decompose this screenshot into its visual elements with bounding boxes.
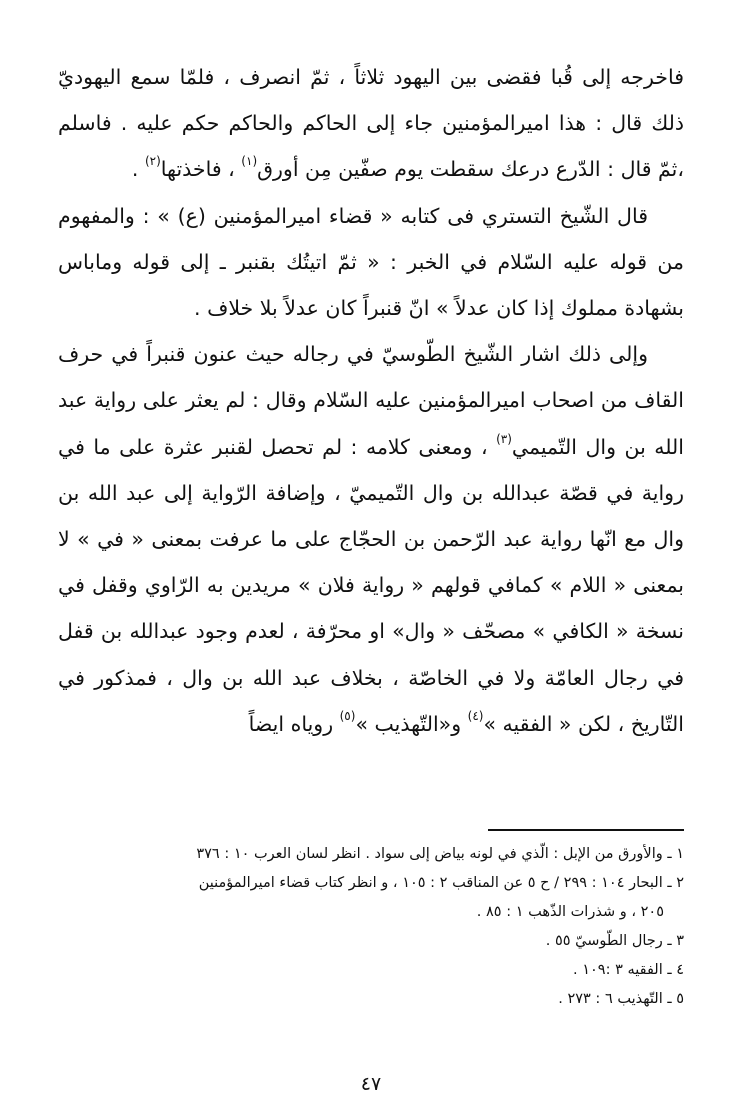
footnote-3: ٣ ـ رجال الطّوسيّ ٥٥ . <box>545 933 684 949</box>
footnote-1: ١ ـ والأورق من الإبل : الّذي في لونه بياض إلى سواد . انظر لسان العرب ١٠ : ٣٧٦ <box>196 846 684 862</box>
paragraph-2: قال الشّيخ التستري فى كتابه « قضاء اميرالمؤمنين (ع) » : والمفهوم من قوله عليه السّلام في الخبر : « ثمّ اتيتُك بقنبر ـ إلى قوله وماباس بشهادة مملوك إذا كان عدلاً » انّ قنبراً كان عدلاً بلا خلاف . <box>58 203 684 321</box>
main-text <box>58 54 684 747</box>
book-page <box>58 54 684 1094</box>
footnote-ref-5[interactable]: (٥) <box>339 708 356 723</box>
paragraph-1: فاخرجه إلى قُبا فقضى بين اليهود ثلاثاً ، ثمّ انصرف ، فلمّا سمع اليهوديّ ذلك قال : هذا اميرالمؤمنين جاء إلى الحاكم والحاكم حكم عليه . فاسلم ،ثمّ قال : الدّرع درعك سقطت يوم صفّين مِن أورق$^{(١)}$ ، فاخذتها$^{(٢)}$ . <box>58 65 684 182</box>
footnote-4: ٤ ـ الفقيه ٣ :١٠٩ . <box>572 962 684 978</box>
footnote-ref-1[interactable]: (١) <box>241 154 258 169</box>
footnote-2: ٢ ـ البحار ١٠٤ : ٢٩٩ / ح ٥ عن المناقب ٢ : ١٠٥ ، و انظر كتاب قضاء اميرالمؤمنين <box>198 875 684 891</box>
footnote-divider <box>488 829 684 831</box>
page-number: ٤٧ <box>360 1073 382 1095</box>
footnotes <box>58 840 684 1014</box>
footnote-ref-2[interactable]: (٢) <box>144 154 161 169</box>
footnote-5: ٥ ـ التّهذيب ٦ : ٢٧٣ . <box>558 991 684 1007</box>
footnote-2-continued: ٢٠٥ ، و شذرات الذّهب ١ : ٨٥ . <box>476 904 664 920</box>
footnote-ref-4[interactable]: (٤) <box>467 708 484 723</box>
footnote-ref-3[interactable]: (٣) <box>496 431 512 446</box>
paragraph-3: وإلى ذلك اشار الشّيخ الطّوسيّ في رجاله حيث عنون قنبراً في حرف القاف من اصحاب اميرالمؤمنين عليه السّلام وقال : لم يعثر على رواية عبد الله بن وال التّميمي$^{(٣)}$ ، ومعنى كلامه : لم تحصل لقنبر عثرة على ما في رواية في قصّة عبدالله بن وال التّميميّ ، وإضافة الرّواية إلى عبد الله بن وال مع انّها رواية عبد الرّحمن بن الحجّاج على ما عرفت بمعنى « في » لا بمعنى « اللام » كمافي قولهم « رواية فلان » مريدين به الرّاوي وقفل في نسخة « الكافي » مصحّف « وال» او محرّفة ، لعدم وجود عبدالله بن قفل في رجال العامّة ولا في الخاصّة ، بخلاف عبد الله بن وال ، فمذكور في التّاريخ ، لكن « الفقيه »$^{(٤)}$ و«التّهذيب »$^{(٥)}$ روياه ايضاً <box>58 342 684 736</box>
